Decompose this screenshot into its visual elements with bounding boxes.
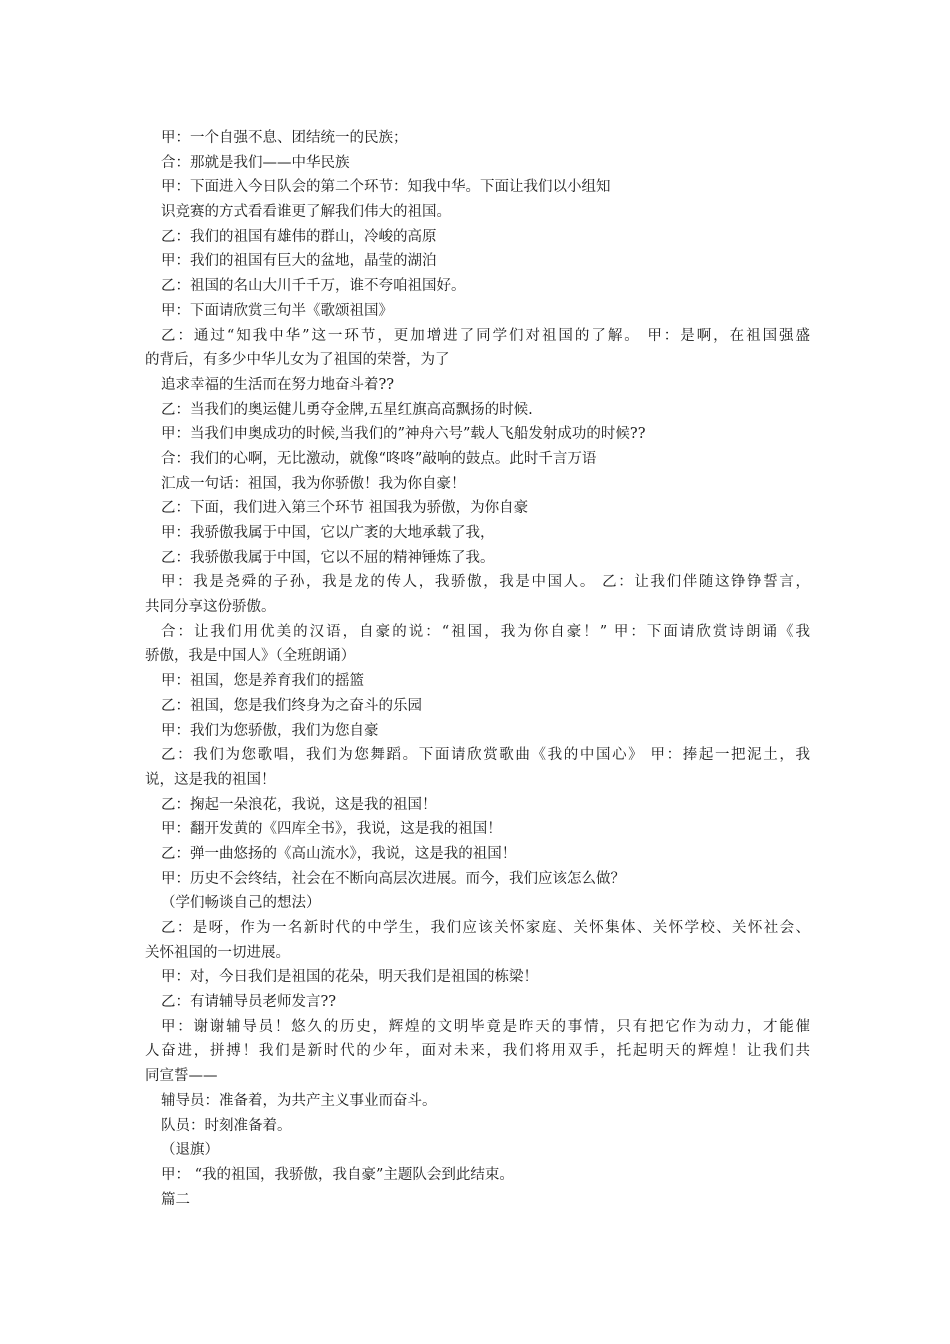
- text-line: 甲：我们为您骄傲，我们为您自豪: [161, 722, 379, 739]
- text-line: 甲：谢谢辅导员！悠久的历史，辉煌的文明毕竟是昨天的事情，只有把它作为动力，才能催: [161, 1018, 810, 1035]
- text-line: 乙：我们的祖国有雄伟的群山，冷峻的高原: [161, 228, 437, 245]
- text-line: 关怀祖国的一切进展。: [145, 944, 290, 961]
- text-line: 同宣誓——: [145, 1068, 218, 1085]
- text-line: 甲：当我们申奥成功的时候,当我们的”神舟六号”载人飞船发射成功的时候??: [161, 426, 646, 443]
- text-line: 乙：我们为您歌唱，我们为您舞蹈。下面请欣赏歌曲《我的中国心》 甲：捧起一把泥土，我: [161, 747, 810, 764]
- text-line: 乙：掬起一朵浪花，我说，这是我的祖国！: [161, 796, 437, 813]
- text-line: 甲：翻开发黄的《四库全书》，我说，这是我的祖国！: [161, 821, 502, 838]
- text-line: 的背后，有多少中华儿女为了祖国的荣誉，为了: [145, 352, 450, 369]
- text-line: 甲：我是尧舜的子孙，我是龙的传人，我骄傲，我是中国人。 乙：让我们伴随这铮铮誓言，: [161, 574, 810, 591]
- text-line: 汇成一句话：祖国，我为你骄傲！我为你自豪！: [161, 475, 466, 492]
- text-line: 乙：是呀，作为一名新时代的中学生，我们应该关怀家庭、关怀集体、关怀学校、关怀社会、: [161, 920, 810, 936]
- text-line: 甲：祖国，您是养育我们的摇篮: [161, 673, 364, 690]
- text-line: 乙：有请辅导员老师发言??: [161, 994, 337, 1011]
- text-line: 甲：历史不会终结，社会在不断向高层次进展。而今，我们应该怎么做？: [161, 870, 625, 887]
- text-line: 乙：祖国的名山大川千千万，谁不夸咱祖国好。: [161, 278, 466, 295]
- text-line: 合：我们的心啊，无比激动，就像“咚咚”敲响的鼓点。此时千言万语: [161, 450, 597, 467]
- text-line: 合：让我们用优美的汉语，自豪的说：“祖国，我为你自豪！” 甲：下面请欣赏诗朗诵《我: [161, 623, 810, 640]
- text-line: 乙：通过“知我中华”这一环节，更加增进了同学们对祖国的了解。 甲：是啊，在祖国强盛: [161, 327, 810, 344]
- text-line: 甲： “我的祖国，我骄傲，我自豪”主题队会到此结束。: [161, 1166, 514, 1183]
- text-line: 追求幸福的生活而在努力地奋斗着??: [161, 376, 395, 393]
- text-line: 甲：我们的祖国有巨大的盆地，晶莹的湖泊: [161, 253, 437, 270]
- text-line: 乙：弹一曲悠扬的《高山流水》，我说，这是我的祖国！: [161, 845, 517, 862]
- text-line: （退旗）: [161, 1142, 219, 1159]
- text-line: 乙：我骄傲我属于中国，它以不屈的精神锤炼了我。: [161, 549, 495, 566]
- text-line: 甲：下面进入今日队会的第二个环节：知我中华。下面让我们以小组知: [161, 179, 611, 196]
- text-line: 骄傲，我是中国人》（全班朗诵）: [145, 648, 356, 665]
- text-line: 甲：一个自强不息、团结统一的民族；: [161, 130, 408, 146]
- text-line: 篇二: [161, 1191, 190, 1208]
- text-line: 甲：对，今日我们是祖国的花朵，明天我们是祖国的栋梁！: [161, 969, 538, 986]
- text-line: 甲：我骄傲我属于中国，它以广袤的大地承载了我，: [161, 525, 495, 541]
- text-line: 乙：祖国，您是我们终身为之奋斗的乐园: [161, 697, 422, 714]
- text-line: 人奋进，拼搏！我们是新时代的少年，面对未来，我们将用双手，托起明天的辉煌！让我们共: [145, 1043, 810, 1060]
- document-body: [145, 126, 810, 1212]
- text-line: 辅导员：准备着，为共产主义事业而奋斗。: [161, 1092, 437, 1109]
- text-line: （学们畅谈自己的想法）: [161, 895, 321, 912]
- text-line: 甲：下面请欣赏三句半《歌颂祖国》: [161, 302, 393, 319]
- text-line: 说，这是我的祖国！: [145, 771, 276, 788]
- text-line: 乙：下面，我们进入第三个环节 祖国我为骄傲，为你自豪: [161, 500, 529, 517]
- text-line: 识竞赛的方式看看谁更了解我们伟大的祖国。: [161, 204, 451, 221]
- text-line: 乙：当我们的奥运健儿勇夺金牌,五星红旗高高飘扬的时候.: [161, 401, 533, 418]
- text-line: 共同分享这份骄傲。: [145, 599, 276, 616]
- text-line: 合：那就是我们——中华民族: [161, 154, 350, 171]
- text-line: 队员：时刻准备着。: [161, 1117, 292, 1134]
